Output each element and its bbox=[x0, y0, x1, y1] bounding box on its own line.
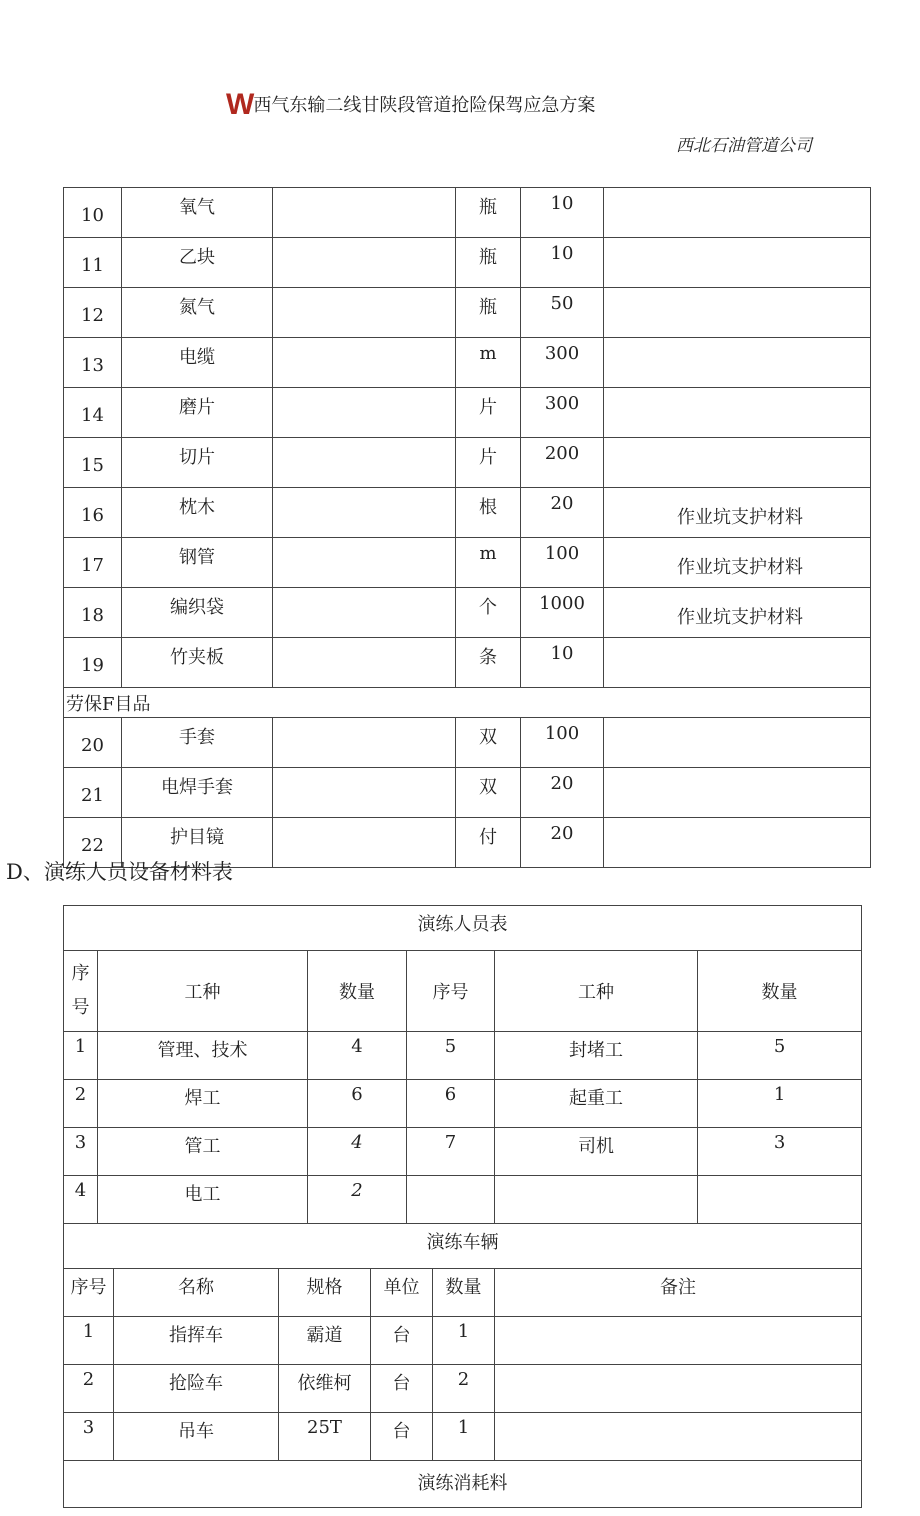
col-type-header: 工种 bbox=[98, 951, 308, 1032]
item-unit: m bbox=[456, 538, 521, 588]
vehicle-qty: 2 bbox=[433, 1365, 495, 1413]
item-remark bbox=[604, 718, 871, 768]
material-row bbox=[64, 438, 871, 488]
personnel-seq: 2 bbox=[64, 1080, 98, 1128]
vehicle-name: 抢险车 bbox=[114, 1365, 279, 1413]
personnel-type-2: 司机 bbox=[495, 1128, 698, 1176]
material-row bbox=[64, 388, 871, 438]
item-remark bbox=[604, 288, 871, 338]
vehicle-qty: 1 bbox=[433, 1317, 495, 1365]
item-quantity: 20 bbox=[521, 818, 604, 868]
col-count-header: 数量 bbox=[308, 951, 407, 1032]
item-spec bbox=[273, 638, 456, 688]
material-row bbox=[64, 288, 871, 338]
item-number: 21 bbox=[64, 768, 122, 818]
vehicle-spec: 25T bbox=[279, 1413, 371, 1461]
item-name: 竹夹板 bbox=[122, 638, 273, 688]
personnel-count-2: 1 bbox=[698, 1080, 862, 1128]
personnel-type: 管工 bbox=[98, 1128, 308, 1176]
drill-resources-table bbox=[63, 905, 862, 1508]
item-remark: 作业坑支护材料 bbox=[604, 488, 871, 538]
item-name: 枕木 bbox=[122, 488, 273, 538]
material-row bbox=[64, 718, 871, 768]
vehicle-seq: 2 bbox=[64, 1365, 114, 1413]
item-quantity: 10 bbox=[521, 638, 604, 688]
item-quantity: 20 bbox=[521, 768, 604, 818]
personnel-seq-2: 6 bbox=[407, 1080, 495, 1128]
item-quantity: 300 bbox=[521, 338, 604, 388]
item-unit: 瓶 bbox=[456, 238, 521, 288]
item-unit: 条 bbox=[456, 638, 521, 688]
item-unit: 片 bbox=[456, 438, 521, 488]
item-quantity: 20 bbox=[521, 488, 604, 538]
vehicle-qty: 1 bbox=[433, 1413, 495, 1461]
personnel-header-row bbox=[64, 951, 862, 1032]
personnel-type-2: 封堵工 bbox=[495, 1032, 698, 1080]
company-logo: W bbox=[226, 88, 253, 121]
vehicle-spec: 依维柯 bbox=[279, 1365, 371, 1413]
veh-spec-header: 规格 bbox=[279, 1269, 371, 1317]
item-spec bbox=[273, 338, 456, 388]
item-spec bbox=[273, 388, 456, 438]
personnel-row bbox=[64, 1176, 862, 1224]
vehicles-table-title: 演练车辆 bbox=[64, 1224, 862, 1269]
personnel-count: 4 bbox=[308, 1128, 407, 1176]
item-number: 18 bbox=[64, 588, 122, 638]
item-number: 11 bbox=[64, 238, 122, 288]
item-remark: 作业坑支护材料 bbox=[604, 588, 871, 638]
item-remark bbox=[604, 638, 871, 688]
personnel-seq: 3 bbox=[64, 1128, 98, 1176]
item-remark bbox=[604, 768, 871, 818]
personnel-count: 4 bbox=[308, 1032, 407, 1080]
vehicle-remark bbox=[495, 1413, 862, 1461]
item-number: 13 bbox=[64, 338, 122, 388]
material-row bbox=[64, 638, 871, 688]
item-spec bbox=[273, 768, 456, 818]
vehicle-spec: 霸道 bbox=[279, 1317, 371, 1365]
vehicle-name: 指挥车 bbox=[114, 1317, 279, 1365]
item-spec bbox=[273, 588, 456, 638]
veh-remark-header: 备注 bbox=[495, 1269, 862, 1317]
item-remark bbox=[604, 438, 871, 488]
item-remark bbox=[604, 188, 871, 238]
personnel-count-2 bbox=[698, 1176, 862, 1224]
item-name: 电缆 bbox=[122, 338, 273, 388]
item-remark bbox=[604, 238, 871, 288]
item-remark: 作业坑支护材料 bbox=[604, 538, 871, 588]
item-spec bbox=[273, 238, 456, 288]
col-count2-header: 数量 bbox=[698, 951, 862, 1032]
item-number: 10 bbox=[64, 188, 122, 238]
vehicle-remark bbox=[495, 1365, 862, 1413]
item-spec bbox=[273, 188, 456, 238]
material-row bbox=[64, 338, 871, 388]
personnel-row bbox=[64, 1080, 862, 1128]
veh-name-header: 名称 bbox=[114, 1269, 279, 1317]
document-title: 西气东输二线甘陕段管道抢险保驾应急方案 bbox=[253, 95, 596, 116]
material-row bbox=[64, 538, 871, 588]
personnel-type: 电工 bbox=[98, 1176, 308, 1224]
item-number: 17 bbox=[64, 538, 122, 588]
item-name: 电焊手套 bbox=[122, 768, 273, 818]
personnel-seq-2: 7 bbox=[407, 1128, 495, 1176]
col-seq2-header: 序号 bbox=[407, 951, 495, 1032]
item-unit: 瓶 bbox=[456, 288, 521, 338]
item-quantity: 10 bbox=[521, 188, 604, 238]
vehicle-unit: 台 bbox=[371, 1365, 433, 1413]
item-remark bbox=[604, 388, 871, 438]
col-seq-header: 序号 bbox=[64, 951, 98, 1032]
materials-table bbox=[63, 187, 871, 868]
material-row bbox=[64, 488, 871, 538]
vehicle-row bbox=[64, 1413, 862, 1461]
item-name: 编织袋 bbox=[122, 588, 273, 638]
personnel-row bbox=[64, 1032, 862, 1080]
personnel-count: 6 bbox=[308, 1080, 407, 1128]
company-name: 西北石油管道公司 bbox=[676, 136, 812, 156]
personnel-type-2: 起重工 bbox=[495, 1080, 698, 1128]
item-name: 氮气 bbox=[122, 288, 273, 338]
personnel-count-2: 5 bbox=[698, 1032, 862, 1080]
vehicle-seq: 3 bbox=[64, 1413, 114, 1461]
veh-qty-header: 数量 bbox=[433, 1269, 495, 1317]
vehicle-row bbox=[64, 1365, 862, 1413]
item-unit: m bbox=[456, 338, 521, 388]
item-number: 16 bbox=[64, 488, 122, 538]
consumables-table-title: 演练消耗料 bbox=[64, 1461, 862, 1508]
item-unit: 双 bbox=[456, 718, 521, 768]
item-name: 钢管 bbox=[122, 538, 273, 588]
item-number: 19 bbox=[64, 638, 122, 688]
item-name: 氧气 bbox=[122, 188, 273, 238]
item-spec bbox=[273, 438, 456, 488]
material-row bbox=[64, 238, 871, 288]
item-unit: 瓶 bbox=[456, 188, 521, 238]
item-number: 22 bbox=[64, 818, 122, 868]
item-quantity: 100 bbox=[521, 718, 604, 768]
category-label: 劳保F目品 bbox=[64, 688, 871, 718]
personnel-table-title: 演练人员表 bbox=[64, 906, 862, 951]
item-spec bbox=[273, 538, 456, 588]
personnel-row bbox=[64, 1128, 862, 1176]
item-quantity: 50 bbox=[521, 288, 604, 338]
material-row bbox=[64, 588, 871, 638]
vehicle-row bbox=[64, 1317, 862, 1365]
material-row bbox=[64, 768, 871, 818]
category-row bbox=[64, 688, 871, 718]
item-number: 15 bbox=[64, 438, 122, 488]
personnel-type: 焊工 bbox=[98, 1080, 308, 1128]
item-remark bbox=[604, 818, 871, 868]
vehicle-seq: 1 bbox=[64, 1317, 114, 1365]
personnel-seq-2 bbox=[407, 1176, 495, 1224]
item-quantity: 100 bbox=[521, 538, 604, 588]
personnel-type-2 bbox=[495, 1176, 698, 1224]
item-number: 12 bbox=[64, 288, 122, 338]
veh-unit-header: 单位 bbox=[371, 1269, 433, 1317]
item-unit: 根 bbox=[456, 488, 521, 538]
veh-seq-header: 序号 bbox=[64, 1269, 114, 1317]
item-quantity: 200 bbox=[521, 438, 604, 488]
item-name: 乙块 bbox=[122, 238, 273, 288]
vehicle-remark bbox=[495, 1317, 862, 1365]
item-unit: 双 bbox=[456, 768, 521, 818]
personnel-count: 2 bbox=[308, 1176, 407, 1224]
item-spec bbox=[273, 718, 456, 768]
section-d-heading: D、演练人员设备材料表 bbox=[6, 860, 233, 884]
personnel-count-2: 3 bbox=[698, 1128, 862, 1176]
document-header bbox=[226, 88, 595, 122]
item-spec bbox=[273, 818, 456, 868]
item-number: 14 bbox=[64, 388, 122, 438]
item-unit: 付 bbox=[456, 818, 521, 868]
col-type2-header: 工种 bbox=[495, 951, 698, 1032]
vehicle-name: 吊车 bbox=[114, 1413, 279, 1461]
item-name: 护目镜 bbox=[122, 818, 273, 868]
vehicle-unit: 台 bbox=[371, 1413, 433, 1461]
item-name: 手套 bbox=[122, 718, 273, 768]
item-spec bbox=[273, 488, 456, 538]
personnel-seq-2: 5 bbox=[407, 1032, 495, 1080]
personnel-seq: 1 bbox=[64, 1032, 98, 1080]
vehicles-header-row bbox=[64, 1269, 862, 1317]
item-unit: 片 bbox=[456, 388, 521, 438]
item-quantity: 300 bbox=[521, 388, 604, 438]
vehicle-unit: 台 bbox=[371, 1317, 433, 1365]
item-quantity: 10 bbox=[521, 238, 604, 288]
item-number: 20 bbox=[64, 718, 122, 768]
item-unit: 个 bbox=[456, 588, 521, 638]
item-name: 切片 bbox=[122, 438, 273, 488]
personnel-seq: 4 bbox=[64, 1176, 98, 1224]
item-quantity: 1000 bbox=[521, 588, 604, 638]
personnel-type: 管理、技术 bbox=[98, 1032, 308, 1080]
item-remark bbox=[604, 338, 871, 388]
material-row bbox=[64, 188, 871, 238]
item-name: 磨片 bbox=[122, 388, 273, 438]
item-spec bbox=[273, 288, 456, 338]
